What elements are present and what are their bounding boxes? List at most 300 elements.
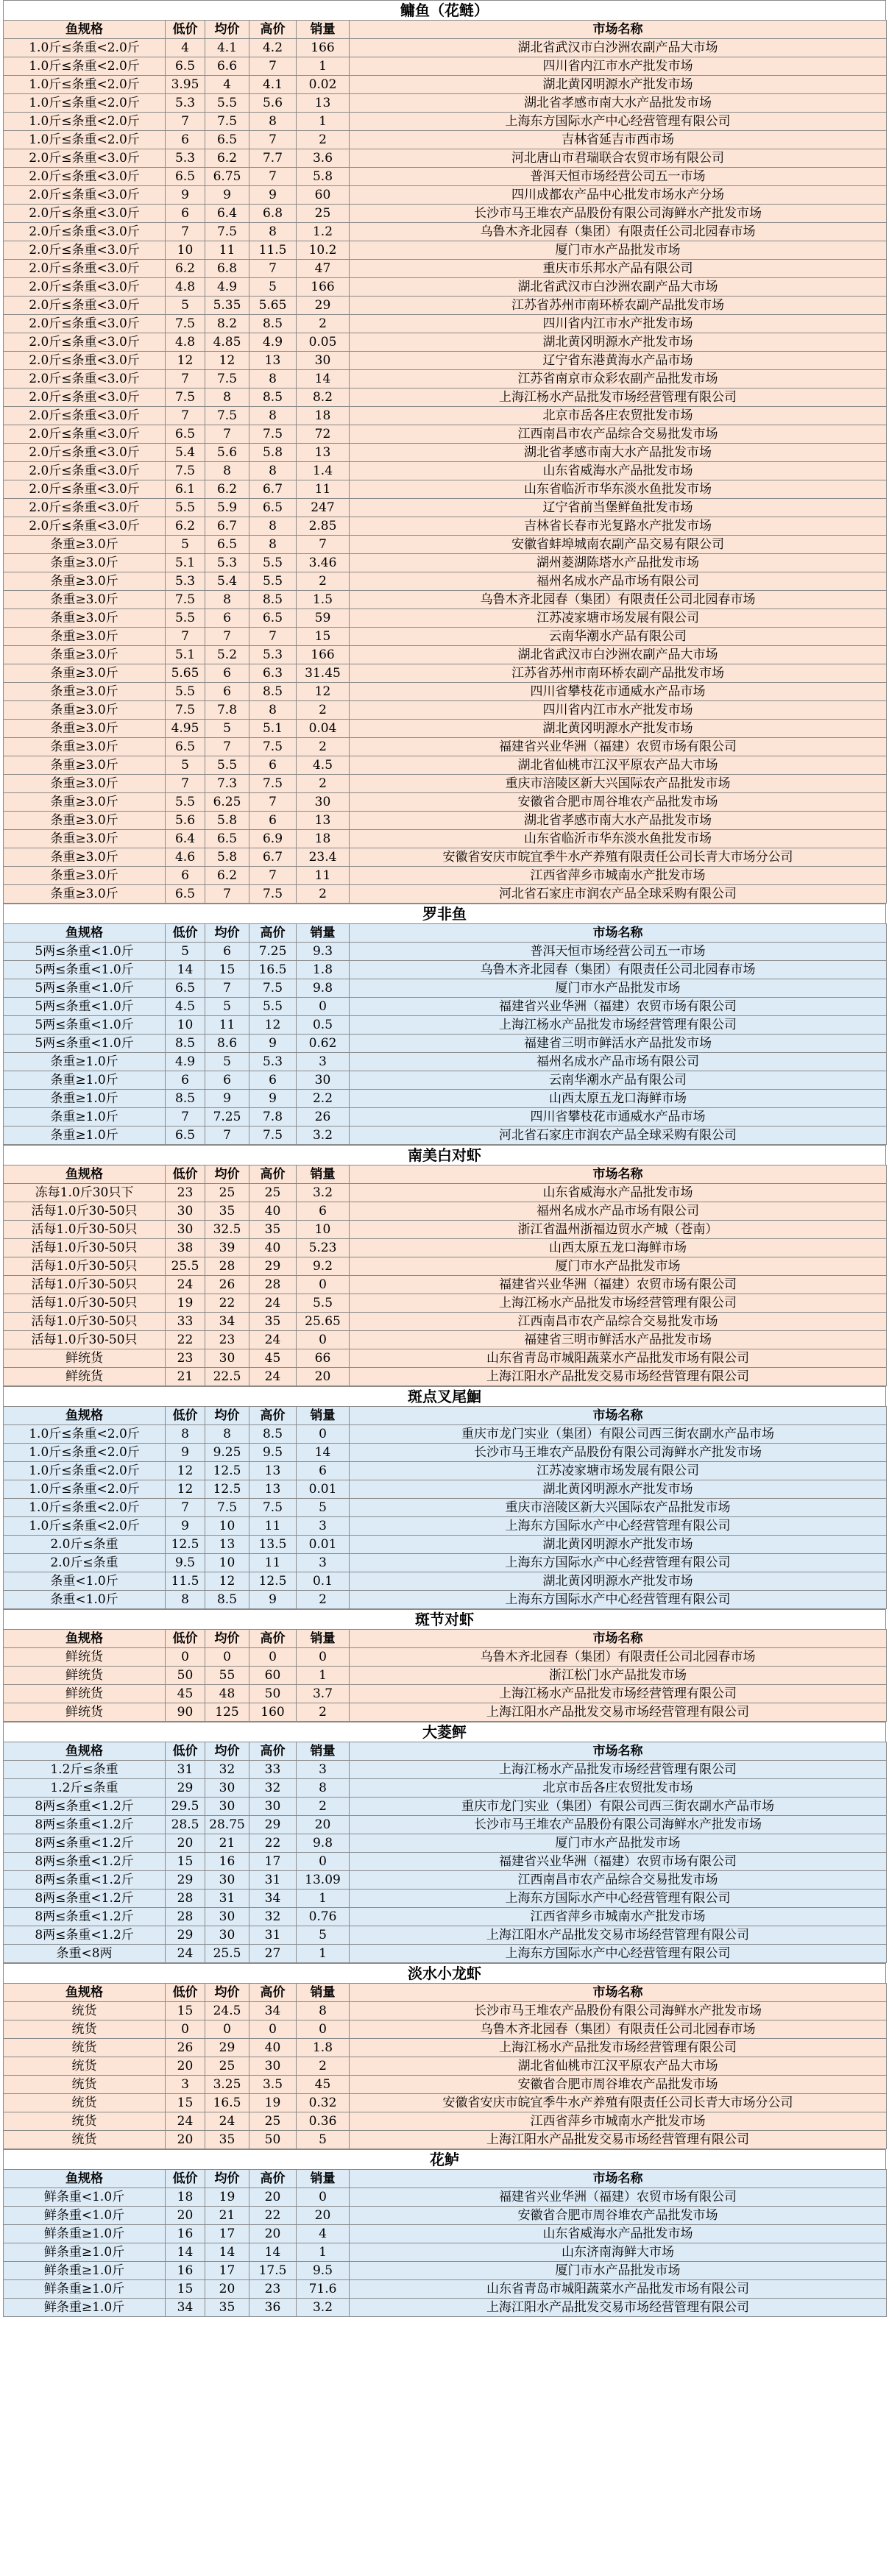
header-row	[4, 924, 887, 943]
header-row	[4, 1630, 887, 1648]
table-row	[4, 57, 887, 76]
high-price-cell: 9	[249, 1090, 297, 1108]
high-price-cell: 5.5	[249, 554, 297, 572]
high-price-cell: 5.3	[249, 1053, 297, 1071]
column-header: 低价	[166, 924, 205, 943]
volume-cell: 1	[297, 1890, 350, 1908]
avg-price-cell: 12	[205, 1572, 249, 1591]
market-cell: 山东省临沂市华东淡水鱼批发市场	[350, 480, 887, 499]
low-price-cell: 29.5	[166, 1798, 205, 1816]
column-header: 均价	[205, 924, 249, 943]
avg-price-cell: 30	[205, 1779, 249, 1798]
low-price-cell: 8	[166, 1425, 205, 1444]
high-price-cell: 34	[249, 1890, 297, 1908]
column-header: 鱼规格	[4, 924, 166, 943]
size-cell: 冻每1.0斤30只下	[4, 1184, 166, 1202]
size-cell: 2.0斤≤条重<3.0斤	[4, 370, 166, 388]
low-price-cell: 4.5	[166, 998, 205, 1016]
market-cell: 云南华潮水产品有限公司	[350, 628, 887, 646]
avg-price-cell: 7	[205, 1126, 249, 1145]
avg-price-cell: 8	[205, 388, 249, 407]
size-cell: 2.0斤≤条重<3.0斤	[4, 480, 166, 499]
column-header: 鱼规格	[4, 1407, 166, 1425]
low-price-cell: 5.3	[166, 572, 205, 591]
high-price-cell: 24	[249, 1294, 297, 1313]
table-row	[4, 278, 887, 297]
avg-price-cell: 8	[205, 591, 249, 609]
low-price-cell: 24	[166, 1945, 205, 1963]
avg-price-cell: 29	[205, 2039, 249, 2057]
avg-price-cell: 9	[205, 186, 249, 205]
low-price-cell: 26	[166, 2039, 205, 2057]
size-cell: 条重≥3.0斤	[4, 720, 166, 738]
volume-cell: 13	[297, 444, 350, 462]
column-header: 低价	[166, 1407, 205, 1425]
column-header: 高价	[249, 1630, 297, 1648]
size-cell: 统货	[4, 2131, 166, 2149]
avg-price-cell: 7.5	[205, 1499, 249, 1517]
high-price-cell: 7.5	[249, 775, 297, 793]
market-cell: 安徽省合肥市周谷堆农产品批发市场	[350, 2207, 887, 2225]
size-cell: 1.0斤≤条重<2.0斤	[4, 1499, 166, 1517]
size-cell: 2.0斤≤条重<3.0斤	[4, 499, 166, 517]
high-price-cell: 23	[249, 2280, 297, 2299]
market-cell: 福建省兴业华洲（福建）农贸市场有限公司	[350, 1276, 887, 1294]
avg-price-cell: 12.5	[205, 1480, 249, 1499]
high-price-cell: 5.65	[249, 297, 297, 315]
market-cell: 福州名成水产品市场有限公司	[350, 1202, 887, 1221]
table-row	[4, 848, 887, 867]
low-price-cell: 6.5	[166, 979, 205, 998]
size-cell: 条重≥3.0斤	[4, 793, 166, 812]
size-cell: 条重≥3.0斤	[4, 591, 166, 609]
high-price-cell: 8	[249, 701, 297, 720]
size-cell: 8两≤条重<1.2斤	[4, 1908, 166, 1926]
avg-price-cell: 8	[205, 462, 249, 480]
volume-cell: 8	[297, 2002, 350, 2020]
high-price-cell: 7	[249, 260, 297, 278]
volume-cell: 1	[297, 2243, 350, 2262]
market-cell: 乌鲁木齐北园春（集团）有限责任公司北园春市场	[350, 1648, 887, 1667]
table-row	[4, 168, 887, 186]
low-price-cell: 15	[166, 2002, 205, 2020]
size-cell: 活每1.0斤30-50只	[4, 1331, 166, 1349]
market-cell: 湖北黄冈明源水产批发市场	[350, 1480, 887, 1499]
low-price-cell: 19	[166, 1294, 205, 1313]
market-cell: 上海江杨水产品批发市场经营管理有限公司	[350, 2039, 887, 2057]
market-cell: 湖北省武汉市白沙洲农副产品大市场	[350, 646, 887, 664]
table-row	[4, 1480, 887, 1499]
low-price-cell: 7.5	[166, 591, 205, 609]
table-row	[4, 1834, 887, 1853]
high-price-cell: 32	[249, 1908, 297, 1926]
volume-cell: 1.4	[297, 462, 350, 480]
volume-cell: 30	[297, 352, 350, 370]
market-cell: 江苏省苏州市南环桥农副产品批发市场	[350, 297, 887, 315]
market-cell: 四川省攀枝花市通威水产品市场	[350, 683, 887, 701]
table-row	[4, 2188, 887, 2207]
size-cell: 5两≤条重<1.0斤	[4, 979, 166, 998]
market-cell: 河北省石家庄市润农产品全球采购有限公司	[350, 1126, 887, 1145]
size-cell: 条重<1.0斤	[4, 1572, 166, 1591]
table-row	[4, 2076, 887, 2094]
low-price-cell: 6.4	[166, 830, 205, 848]
high-price-cell: 7.5	[249, 738, 297, 756]
size-cell: 8两≤条重<1.2斤	[4, 1816, 166, 1834]
volume-cell: 0	[297, 2188, 350, 2207]
low-price-cell: 7.5	[166, 388, 205, 407]
avg-price-cell: 0	[205, 1648, 249, 1667]
volume-cell: 247	[297, 499, 350, 517]
market-cell: 山东省威海水产品批发市场	[350, 1184, 887, 1202]
high-price-cell: 36	[249, 2299, 297, 2317]
size-cell: 2.0斤≤条重<3.0斤	[4, 388, 166, 407]
table-row	[4, 480, 887, 499]
low-price-cell: 12.5	[166, 1536, 205, 1554]
low-price-cell: 7.5	[166, 701, 205, 720]
avg-price-cell: 22.5	[205, 1368, 249, 1386]
high-price-cell: 6.5	[249, 609, 297, 628]
high-price-cell: 6	[249, 812, 297, 830]
high-price-cell: 8	[249, 370, 297, 388]
size-cell: 活每1.0斤30-50只	[4, 1313, 166, 1331]
avg-price-cell: 21	[205, 2207, 249, 2225]
volume-cell: 18	[297, 830, 350, 848]
table-row	[4, 1184, 887, 1202]
size-cell: 条重<1.0斤	[4, 1591, 166, 1609]
market-cell: 上海江杨水产品批发市场经营管理有限公司	[350, 1685, 887, 1703]
column-header: 销量	[297, 2170, 350, 2188]
avg-price-cell: 7	[205, 628, 249, 646]
avg-price-cell: 8.6	[205, 1035, 249, 1053]
size-cell: 鲜条重<1.0斤	[4, 2207, 166, 2225]
high-price-cell: 28	[249, 1276, 297, 1294]
high-price-cell: 8	[249, 407, 297, 425]
low-price-cell: 21	[166, 1368, 205, 1386]
volume-cell: 9.8	[297, 979, 350, 998]
low-price-cell: 4.9	[166, 1053, 205, 1071]
volume-cell: 0.04	[297, 720, 350, 738]
market-cell: 普洱天恒市场经营公司五一市场	[350, 943, 887, 961]
volume-cell: 25	[297, 205, 350, 223]
high-price-cell: 8	[249, 113, 297, 131]
low-price-cell: 4.8	[166, 333, 205, 352]
size-cell: 条重≥3.0斤	[4, 572, 166, 591]
size-cell: 1.0斤≤条重<2.0斤	[4, 131, 166, 149]
table-row	[4, 1257, 887, 1276]
avg-price-cell: 55	[205, 1667, 249, 1685]
high-price-cell: 7.5	[249, 979, 297, 998]
volume-cell: 0.62	[297, 1035, 350, 1053]
avg-price-cell: 5	[205, 998, 249, 1016]
avg-price-cell: 7.5	[205, 223, 249, 241]
market-cell: 辽宁省前当堡鲜鱼批发市场	[350, 499, 887, 517]
high-price-cell: 29	[249, 1816, 297, 1834]
low-price-cell: 10	[166, 1016, 205, 1035]
table-row	[4, 1349, 887, 1368]
table-row	[4, 738, 887, 756]
table-row	[4, 76, 887, 94]
table-row	[4, 94, 887, 113]
low-price-cell: 4.6	[166, 848, 205, 867]
volume-cell: 0	[297, 1853, 350, 1871]
avg-price-cell: 7	[205, 738, 249, 756]
low-price-cell: 6	[166, 867, 205, 885]
table-row	[4, 1202, 887, 1221]
low-price-cell: 15	[166, 1853, 205, 1871]
low-price-cell: 28	[166, 1890, 205, 1908]
table-row	[4, 1276, 887, 1294]
volume-cell: 4.5	[297, 756, 350, 775]
high-price-cell: 7	[249, 57, 297, 76]
high-price-cell: 9	[249, 186, 297, 205]
column-header: 销量	[297, 21, 350, 39]
high-price-cell: 8.5	[249, 315, 297, 333]
volume-cell: 2	[297, 775, 350, 793]
low-price-cell: 6.5	[166, 885, 205, 904]
low-price-cell: 8.5	[166, 1090, 205, 1108]
size-cell: 条重≥1.0斤	[4, 1071, 166, 1090]
high-price-cell: 25	[249, 2112, 297, 2131]
market-cell: 江西南昌市农产品综合交易批发市场	[350, 1871, 887, 1890]
table-row	[4, 1090, 887, 1108]
market-cell: 浙江省温州浙福边贸水产城（苍南）	[350, 1221, 887, 1239]
high-price-cell: 22	[249, 2207, 297, 2225]
market-cell: 上海江阳水产品批发交易市场经营管理有限公司	[350, 2299, 887, 2317]
high-price-cell: 25	[249, 1184, 297, 1202]
volume-cell: 10.2	[297, 241, 350, 260]
column-header: 鱼规格	[4, 1742, 166, 1761]
high-price-cell: 17	[249, 1853, 297, 1871]
column-header: 低价	[166, 1742, 205, 1761]
avg-price-cell: 30	[205, 1349, 249, 1368]
low-price-cell: 12	[166, 1462, 205, 1480]
low-price-cell: 30	[166, 1221, 205, 1239]
volume-cell: 0.02	[297, 76, 350, 94]
size-cell: 统货	[4, 2002, 166, 2020]
high-price-cell: 7.5	[249, 1126, 297, 1145]
low-price-cell: 5.5	[166, 499, 205, 517]
table-row	[4, 1685, 887, 1703]
high-price-cell: 13	[249, 352, 297, 370]
column-header: 销量	[297, 1984, 350, 2002]
size-cell: 条重≥3.0斤	[4, 536, 166, 554]
table-row	[4, 223, 887, 241]
low-price-cell: 22	[166, 1331, 205, 1349]
column-header: 均价	[205, 1630, 249, 1648]
avg-price-cell: 10	[205, 1554, 249, 1572]
market-cell: 重庆市龙门实业（集团）有限公司西三街农副水产品市场	[350, 1798, 887, 1816]
high-price-cell: 13.5	[249, 1536, 297, 1554]
table-row	[4, 793, 887, 812]
size-cell: 鲜统货	[4, 1703, 166, 1722]
low-price-cell: 29	[166, 1926, 205, 1945]
table-row	[4, 499, 887, 517]
volume-cell: 5	[297, 2131, 350, 2149]
low-price-cell: 6.2	[166, 517, 205, 536]
column-header: 市场名称	[350, 21, 887, 39]
section-title: 斑点叉尾鮰	[3, 1386, 886, 1406]
header-row	[4, 1407, 887, 1425]
avg-price-cell: 8.2	[205, 315, 249, 333]
table-row	[4, 1853, 887, 1871]
low-price-cell: 5.4	[166, 444, 205, 462]
market-cell: 江西省萍乡市城南水产批发市场	[350, 867, 887, 885]
high-price-cell: 45	[249, 1349, 297, 1368]
volume-cell: 23.4	[297, 848, 350, 867]
market-cell: 安徽省蚌埠城南农副产品交易有限公司	[350, 536, 887, 554]
table-row	[4, 646, 887, 664]
avg-price-cell: 3.25	[205, 2076, 249, 2094]
avg-price-cell: 6.5	[205, 131, 249, 149]
table-row	[4, 1294, 887, 1313]
section-4	[3, 1609, 886, 1722]
table-row	[4, 885, 887, 904]
table-row	[4, 830, 887, 848]
avg-price-cell: 32.5	[205, 1221, 249, 1239]
avg-price-cell: 6	[205, 1071, 249, 1090]
avg-price-cell: 11	[205, 241, 249, 260]
low-price-cell: 9.5	[166, 1554, 205, 1572]
high-price-cell: 30	[249, 1798, 297, 1816]
size-cell: 统货	[4, 2057, 166, 2076]
volume-cell: 30	[297, 1071, 350, 1090]
market-cell: 厦门市水产品批发市场	[350, 1257, 887, 1276]
low-price-cell: 6.2	[166, 260, 205, 278]
size-cell: 2.0斤≤条重<3.0斤	[4, 297, 166, 315]
volume-cell: 9.2	[297, 1257, 350, 1276]
low-price-cell: 50	[166, 1667, 205, 1685]
avg-price-cell: 7.5	[205, 113, 249, 131]
volume-cell: 25.65	[297, 1313, 350, 1331]
market-cell: 上海江阳水产品批发交易市场经营管理有限公司	[350, 2131, 887, 2149]
table-row	[4, 628, 887, 646]
market-cell: 湖北黄冈明源水产批发市场	[350, 333, 887, 352]
volume-cell: 0.1	[297, 1572, 350, 1591]
high-price-cell: 5.5	[249, 998, 297, 1016]
high-price-cell: 7.8	[249, 1108, 297, 1126]
low-price-cell: 8	[166, 1591, 205, 1609]
low-price-cell: 4.8	[166, 278, 205, 297]
volume-cell: 3.46	[297, 554, 350, 572]
low-price-cell: 6.1	[166, 480, 205, 499]
low-price-cell: 5	[166, 297, 205, 315]
avg-price-cell: 6.25	[205, 793, 249, 812]
high-price-cell: 32	[249, 1779, 297, 1798]
market-cell: 四川省内江市水产批发市场	[350, 701, 887, 720]
volume-cell: 5.5	[297, 1294, 350, 1313]
size-cell: 2.0斤≤条重<3.0斤	[4, 260, 166, 278]
avg-price-cell: 25.5	[205, 1945, 249, 1963]
high-price-cell: 27	[249, 1945, 297, 1963]
avg-price-cell: 6	[205, 683, 249, 701]
avg-price-cell: 5.3	[205, 554, 249, 572]
volume-cell: 2.85	[297, 517, 350, 536]
high-price-cell: 4.9	[249, 333, 297, 352]
column-header: 市场名称	[350, 1165, 887, 1184]
avg-price-cell: 8.5	[205, 1591, 249, 1609]
market-cell: 重庆市涪陵区新大兴国际农产品批发市场	[350, 1499, 887, 1517]
table-row	[4, 1572, 887, 1591]
avg-price-cell: 35	[205, 2299, 249, 2317]
market-cell: 上海江杨水产品批发市场经营管理有限公司	[350, 388, 887, 407]
volume-cell: 2	[297, 315, 350, 333]
avg-price-cell: 12	[205, 352, 249, 370]
low-price-cell: 7	[166, 628, 205, 646]
table-row	[4, 1779, 887, 1798]
market-cell: 福建省兴业华洲（福建）农贸市场有限公司	[350, 1853, 887, 1871]
low-price-cell: 5	[166, 756, 205, 775]
high-price-cell: 20	[249, 2225, 297, 2243]
market-cell: 福州名成水产品市场有限公司	[350, 1053, 887, 1071]
table-row	[4, 979, 887, 998]
market-cell: 湖州菱湖陈塔水产品批发市场	[350, 554, 887, 572]
table-row	[4, 1536, 887, 1554]
table-row	[4, 2299, 887, 2317]
column-header: 均价	[205, 1742, 249, 1761]
market-cell: 江苏凌家塘市场发展有限公司	[350, 1462, 887, 1480]
avg-price-cell: 24.5	[205, 2002, 249, 2020]
column-header: 均价	[205, 2170, 249, 2188]
volume-cell: 3.2	[297, 2299, 350, 2317]
avg-price-cell: 7.25	[205, 1108, 249, 1126]
market-cell: 乌鲁木齐北园春（集团）有限责任公司北园春市场	[350, 223, 887, 241]
high-price-cell: 6.7	[249, 480, 297, 499]
market-cell: 安徽省合肥市周谷堆农产品批发市场	[350, 2076, 887, 2094]
low-price-cell: 9	[166, 1444, 205, 1462]
high-price-cell: 5	[249, 278, 297, 297]
market-cell: 辽宁省东港黄海水产品市场	[350, 352, 887, 370]
size-cell: 1.0斤≤条重<2.0斤	[4, 1462, 166, 1480]
table-row	[4, 683, 887, 701]
size-cell: 活每1.0斤30-50只	[4, 1276, 166, 1294]
size-cell: 5两≤条重<1.0斤	[4, 961, 166, 979]
low-price-cell: 7.5	[166, 462, 205, 480]
market-cell: 福建省三明市鲜活水产品批发市场	[350, 1035, 887, 1053]
high-price-cell: 60	[249, 1667, 297, 1685]
market-cell: 山东省青岛市城阳蔬菜水产品批发市场有限公司	[350, 2280, 887, 2299]
table-row	[4, 1703, 887, 1722]
table-row	[4, 517, 887, 536]
high-price-cell: 34	[249, 2002, 297, 2020]
market-cell: 乌鲁木齐北园春（集团）有限责任公司北园春市场	[350, 591, 887, 609]
avg-price-cell: 5.4	[205, 572, 249, 591]
table-row	[4, 2002, 887, 2020]
column-header: 高价	[249, 2170, 297, 2188]
low-price-cell: 38	[166, 1239, 205, 1257]
volume-cell: 72	[297, 425, 350, 444]
table-row	[4, 572, 887, 591]
volume-cell: 15	[297, 628, 350, 646]
volume-cell: 2	[297, 701, 350, 720]
market-cell: 乌鲁木齐北园春（集团）有限责任公司北园春市场	[350, 961, 887, 979]
low-price-cell: 31	[166, 1761, 205, 1779]
volume-cell: 2	[297, 1798, 350, 1816]
market-cell: 湖北省仙桃市江汉平原农产品大市场	[350, 2057, 887, 2076]
market-cell: 上海东方国际水产中心经营管理有限公司	[350, 1517, 887, 1536]
section-title: 大菱鲆	[3, 1722, 886, 1742]
column-header: 高价	[249, 1984, 297, 2002]
avg-price-cell: 25	[205, 1184, 249, 1202]
avg-price-cell: 5.9	[205, 499, 249, 517]
avg-price-cell: 17	[205, 2225, 249, 2243]
market-cell: 云南华潮水产品有限公司	[350, 1071, 887, 1090]
table-row	[4, 1239, 887, 1257]
high-price-cell: 6.5	[249, 499, 297, 517]
avg-price-cell: 5.8	[205, 812, 249, 830]
market-cell: 普洱天恒市场经营公司五一市场	[350, 168, 887, 186]
table-row	[4, 867, 887, 885]
